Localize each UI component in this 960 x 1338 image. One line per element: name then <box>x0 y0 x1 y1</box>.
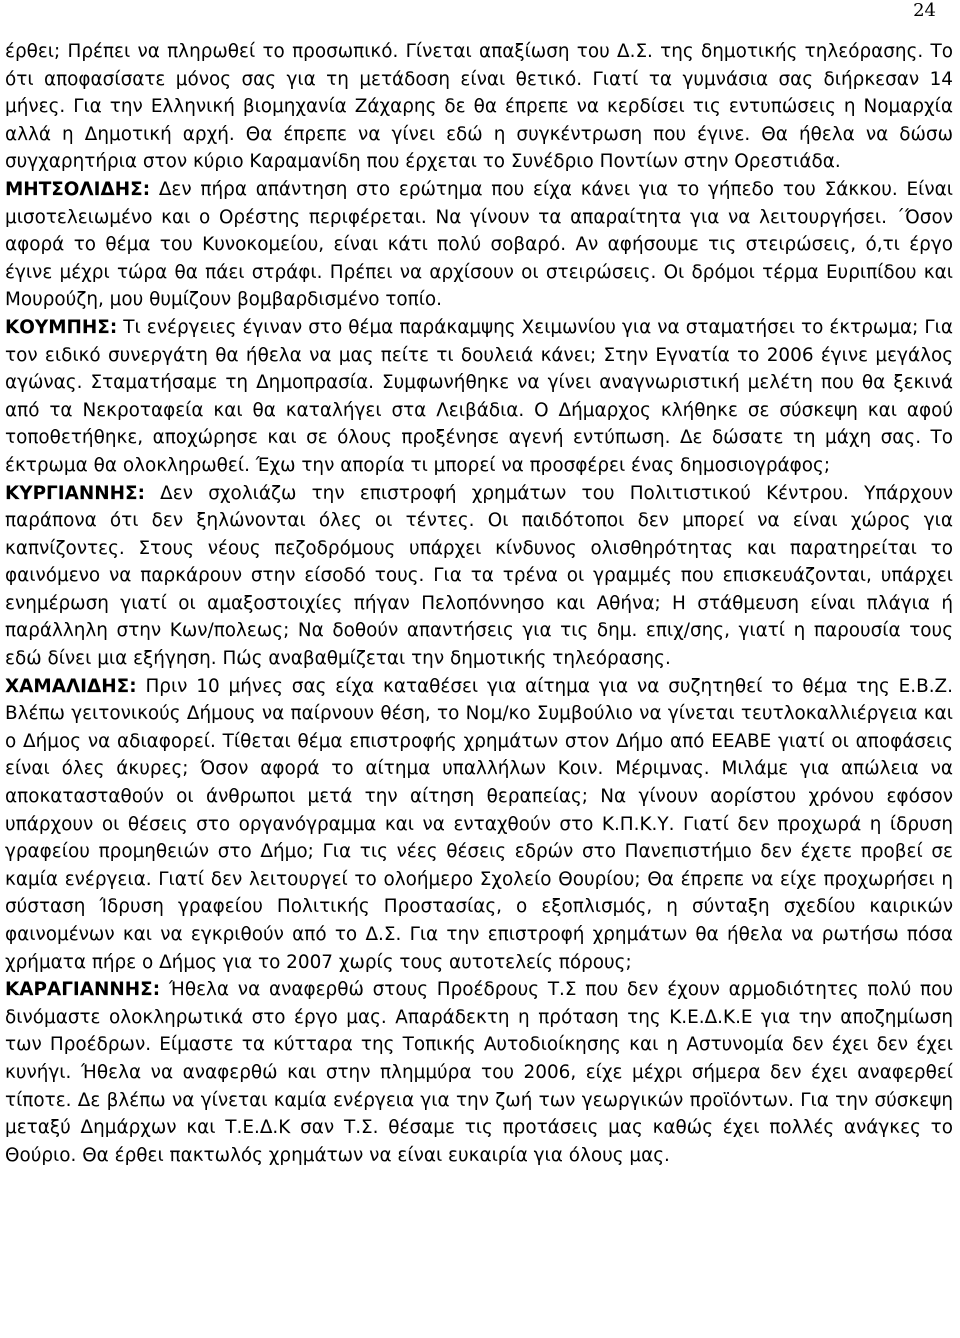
paragraph-text: Πριν 10 μήνες σας είχα καταθέσει για αίτημα για να συζητηθεί το θέμα της Ε.Β.Ζ. Βλέπω γειτονικούς Δήμους να παίρνουν θέση, το Νομ/κο Συμβούλιο να γίνεται τευτλοκαλλιέργεια και ο Δήμος να αδιαφορεί. Τίθεται θέμα επιστροφής χρημάτων στον Δήμο από ΕΕΑΒΕ γιατί οι αποφάσεις είναι όλες άκυρες; Όσον αφορά το αίτημα υπαλλήλων Κοιν. Μέριμνας. Μιλάμε για απώλεια να αποκατασταθούν οι άνθρωποι μετά την αίτηση θεραπείας; Να γίνουν αορίστου χρόνου εφόσον υπάρχουν οι θέσεις στο οργανόγραμμα και να ενταχθούν στο Κ.Π.Κ.Υ. Γιατί δεν προχωρά η ίδρυση γραφείου προμηθειών στο Δήμο; Για τις νέες θέσεις εδρών στο Πανεπιστήμιο δεν έχετε προβεί σε καμία ενέργεια. Γιατί δεν λειτουργεί το ολοήμερο Σχολείο Θουρίου; Θα έπρεπε να είχε προχωρήσει η σύσταση Ίδρυση γραφείου Πολιτικής Προστασίας, ο εξοπλισμός, η σύνταξη σχεδίου καιρικών φαινομένων και να εγκριθούν από το Δ.Σ. Για την επιστροφή χρημάτων θα ήθελα να ρωτήσω πόσα χρήματα πήρε ο Δήμος για το 2007 χωρίς τους αυτοτελείς πόρους; <box>5 675 953 973</box>
paragraph-text: Δεν πήρα απάντηση στο ερώτημα που είχα κάνει για το γήπεδο του Σάκκου. Είναι μισοτελειωμένο και ο Ορέστης περιφέρεται. Να γίνουν τα απαραίτητα για να λειτουργήσει. ΄Όσον αφορά το θέμα του Κυνοκομείου, είναι κάτι πολύ σοβαρό. Αν αφήσουμε τις στειρώσεις, ό,τι έργο έγινε μέχρι τώρα θα πάει στράφι. Πρέπει να αρχίσουν οι στειρώσεις. Οι δρόμοι τέρμα Ευριπίδου και Μουρούζη, μου θυμίζουν βομβαρδισμένο τοπίο. <box>5 178 953 311</box>
paragraph <box>5 976 953 1169</box>
speaker-name: ΚΟΥΜΠΗΣ: <box>5 316 118 338</box>
paragraph-text: Δεν σχολιάζω την επιστροφή χρημάτων του Πολιτιστικού Κέντρου. Υπάρχουν παράπονα ότι δεν ξηλώνονται όλες οι τέντες. Οι παιδότοποι δεν μπορεί να είναι χώρος για καπνίζοντες. Στους νέους πεζοδρόμους υπάρχει κίνδυνος ολισθηρότητας και παρατηρείται το φαινόμενο να παρκάρουν στην είσοδό τους. Για τα τρένα οι γραμμές που επισκευάζονται, υπάρχει ενημέρωση γιατί οι αμαξοστοιχίες πήγαν Πελοπόννησο και Αθήνα; Η στάθμευση είναι πλάγια ή παράλληλη στην Κων/πολεως; Να δοθούν απαντήσεις για τις δημ. επιχ/σης, γιατί η παρουσία τους εδώ δίνει μια εξήγηση. Πώς αναβαθμίζεται την δημοτικής τηλεόρασης. <box>5 482 953 670</box>
page-number: 24 <box>913 0 936 21</box>
paragraph <box>5 480 953 673</box>
paragraph <box>5 38 953 176</box>
paragraph-text: Τι ενέργειες έγιναν στο θέμα παράκαμψης Χειμωνίου για να σταματήσει το έκτρωμα; Για τον ειδικό συνεργάτη θα ήθελα να μας πείτε τι δουλειά κάνει; Στην Εγνατία το 2006 έγινε μεγάλος αγώνας. Σταματήσαμε τη Δημοπρασία. Συμφωνήθηκε να γίνει αναγνωριστική μελέτη που θα ξεκινά από τα Νεκροταφεία και θα καταλήγει στα Λειβάδια. Ο Δήμαρχος κλήθηκε σε σύσκεψη και αφού τοποθετήθηκε, αποχώρησε και σε όλους προξένησε αγενή εντύπωση. Δε δώσατε τη μάχη σας. Το έκτρωμα θα ολοκληρωθεί. Έχω την απορία τι μπορεί να προσφέρει ένας δημοσιογράφος; <box>5 316 953 476</box>
speaker-name: ΚΑΡΑΓΙΑΝΝΗΣ: <box>5 979 161 1001</box>
speaker-name: ΜΗΤΣΟΛΙΔΗΣ: <box>5 178 151 200</box>
speaker-name: ΧΑΜΑΛΙΔΗΣ: <box>5 675 137 697</box>
paragraph <box>5 176 953 314</box>
document-body <box>5 38 953 1169</box>
paragraph <box>5 314 953 480</box>
paragraph <box>5 673 953 977</box>
paragraph-text: έρθει; Πρέπει να πληρωθεί το προσωπικό. Γίνεται απαξίωση του Δ.Σ. της δημοτικής τηλεόρασης. Το ότι αποφασίσατε μόνος σας για τη μετάδοση είναι θετικό. Γιατί τα γυμνάσια σας διήρκεσαν 14 μήνες. Για την Ελληνική βιομηχανία Ζάχαρης δε θα έπρεπε να κερδίσει τις εντυπώσεις η Νομαρχία αλλά η Δημοτική αρχή. Θα έπρεπε να γίνει εδώ η συγκέντρωση που έγινε. Θα ήθελα να δώσω συγχαρητήρια στον κύριο Καραμανίδη που έρχεται το Συνέδριο Ποντίων στην Ορεστιάδα. <box>5 41 953 173</box>
paragraph-text: Ήθελα να αναφερθώ στους Προέδρους Τ.Σ που δεν έχουν αρμοδιότητες πολύ που δινόμαστε ολοκληρωτικά στο έργο μας. Απαράδεκτη η πρόταση της Κ.Ε.Δ.Κ.Ε για την αποζημίωση των Προέδρων. Είμαστε τα κύτταρα της Τοπικής Αυτοδιοίκησης και η Αστυνομία δεν έχει δεν έχει κυνήγι. Ήθελα να αναφερθώ και στην πλημμύρα του 2006, είχε μέχρι σήμερα δεν έχει αναφερθεί τίποτε. Δε βλέπω να γίνεται καμία ενέργεια για την ζωή των γεωργικών προϊόντων. Για την σύσκεψη μεταξύ Δημάρχων και Τ.Ε.Δ.Κ σαν Τ.Σ. θέσαμε τις προτάσεις μας καθώς έχει πολλές ανάγκες το Θούριο. Θα έρθει πακτωλός χρημάτων να είναι ευκαιρία για όλους μας. <box>5 979 953 1166</box>
speaker-name: ΚΥΡΓΙΑΝΝΗΣ: <box>5 482 145 504</box>
